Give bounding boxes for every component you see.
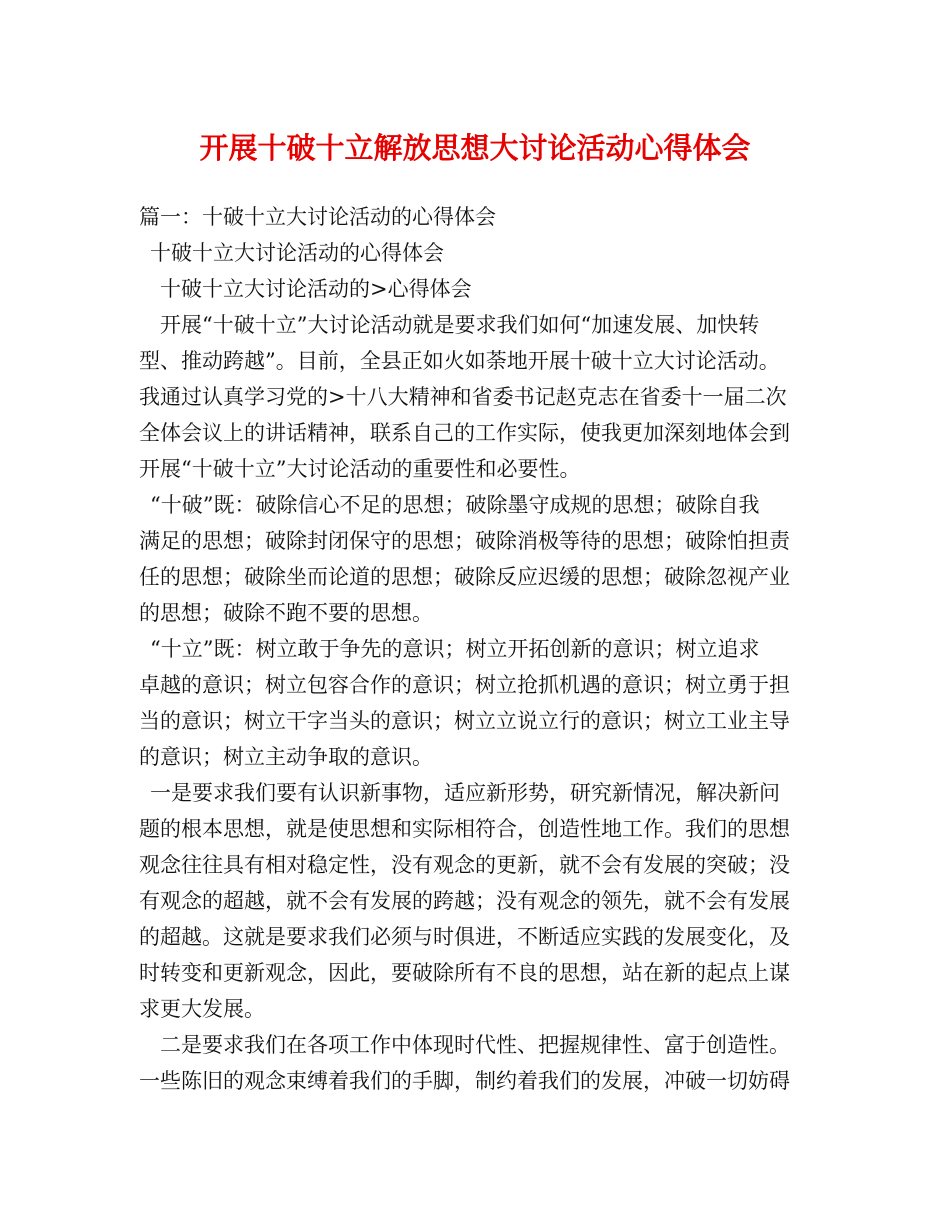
paragraph-line: 的超越。这就是要求我们必须与时俱进，不断适应实践的发展变化，及 [139, 925, 790, 949]
paragraph-line: 时转变和更新观念，因此，要破除所有不良的思想，站在新的起点上谋 [139, 961, 790, 985]
paragraph-line: 卓越的意识；树立包容合作的意识；树立抢抓机遇的意识；树立勇于担 [139, 673, 790, 697]
paragraph-line: 一些陈旧的观念束缚着我们的手脚，制约着我们的发展，冲破一切妨碍 [139, 1069, 790, 1093]
paragraph-line: “十破”既：破除信心不足的思想；破除墨守成规的思想；破除自我 [150, 493, 760, 517]
paragraph-line: 的思想；破除不跑不要的思想。 [139, 601, 433, 625]
paragraph-line: 型、推动跨越”。目前，全县正如火如荼地开展十破十立大讨论活动。 [139, 349, 780, 373]
paragraph-line: 开展“十破十立”大讨论活动的重要性和必要性。 [139, 457, 581, 481]
paragraph-line: “十立”既：树立敢于争先的意识；树立开拓创新的意识；树立追求 [150, 637, 760, 661]
paragraph-line: 观念往往具有相对稳定性，没有观念的更新，就不会有发展的突破；没 [139, 853, 790, 877]
paragraph-line: 有观念的超越，就不会有发展的跨越；没有观念的领先，就不会有发展 [139, 889, 790, 913]
section-heading: 篇一：十破十立大讨论活动的心得体会 [139, 205, 496, 229]
paragraph-line: 题的根本思想，就是使思想和实际相符合，创造性地工作。我们的思想 [139, 817, 790, 841]
paragraph-line: 求更大发展。 [139, 997, 265, 1021]
paragraph-line: 当的意识；树立干字当头的意识；树立立说立行的意识；树立工业主导 [139, 709, 790, 733]
paragraph-line: 开展“十破十立”大讨论活动就是要求我们如何“加速发展、加快转 [160, 313, 760, 337]
article-subtitle: 十破十立大讨论活动的>心得体会 [160, 277, 472, 301]
article-title: 十破十立大讨论活动的心得体会 [150, 241, 444, 265]
paragraph-line: 任的思想；破除坐而论道的思想；破除反应迟缓的思想；破除忽视产业 [139, 565, 790, 589]
paragraph-line: 满足的思想；破除封闭保守的思想；破除消极等待的思想；破除怕担责 [139, 529, 790, 553]
paragraph-line: 的意识；树立主动争取的意识。 [139, 745, 433, 769]
paragraph-line: 我通过认真学习党的>十八大精神和省委书记赵克志在省委十一届二次 [139, 385, 787, 409]
paragraph-line: 全体会议上的讲话精神，联系自己的工作实际，使我更加深刻地体会到 [139, 421, 790, 445]
document-body [139, 199, 814, 1099]
paragraph-line: 一是要求我们要有认识新事物，适应新形势，研究新情况，解决新问 [150, 781, 780, 805]
paragraph-line: 二是要求我们在各项工作中体现时代性、把握规律性、富于创造性。 [160, 1033, 790, 1057]
document-title: 开展十破十立解放思想大讨论活动心得体会 [199, 131, 751, 165]
